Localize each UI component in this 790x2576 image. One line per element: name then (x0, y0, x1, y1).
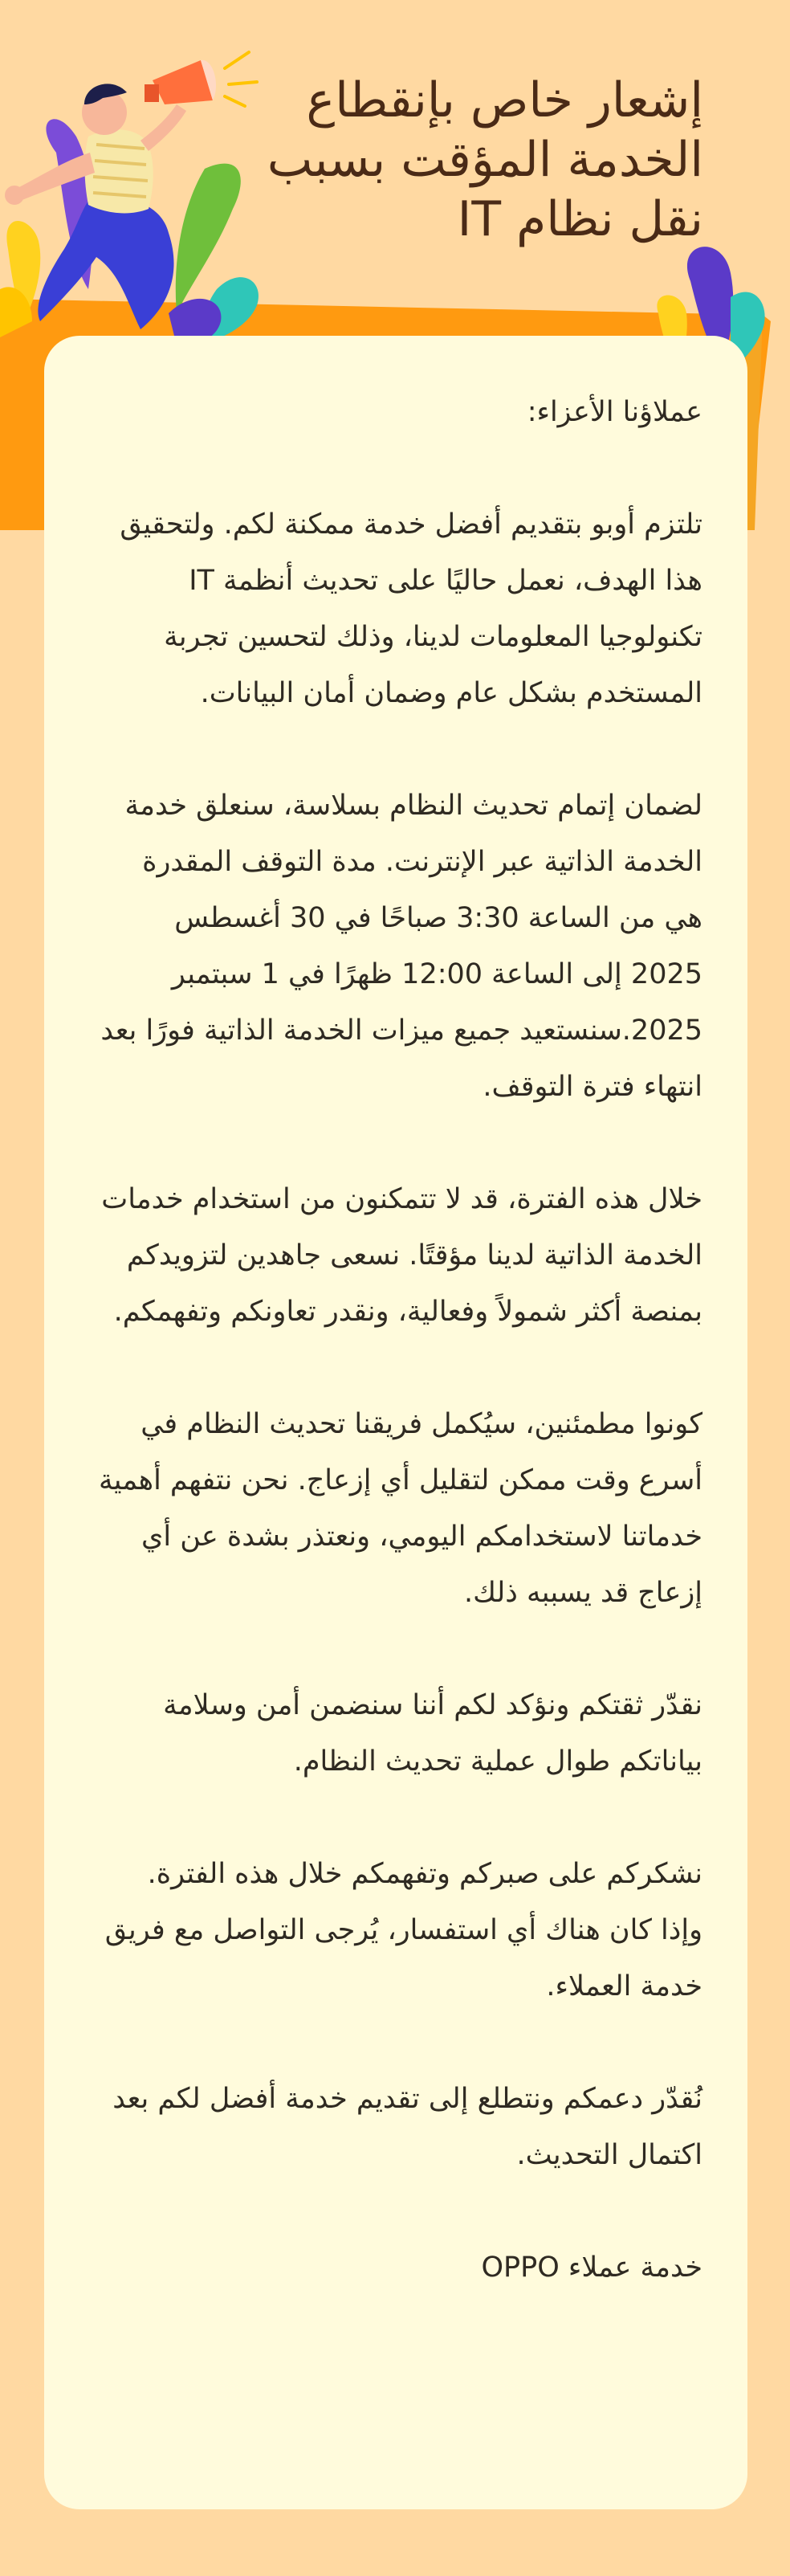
signature-text: خدمة عملاء OPPO (481, 2251, 702, 2284)
paragraph-impact: خلال هذه الفترة، قد لا تتمكنون من استخدام خدمات الخدمة الذاتية لدينا مؤقتًا. نسعى جاهدين لتزويدكم بمنصة أكثر شمولاً وفعالية، ونقدر تعاونكم وتفهمكم. (101, 1183, 702, 1328)
header-banner (0, 0, 790, 353)
paragraph-downtime: لضمان إتمام تحديث النظام بسلاسة، سنعلق خدمة الخدمة الذاتية عبر الإنترنت. مدة التوقف المقدرة هي من الساعة 3:30 صباحًا في 30 أغسطس 2025 إلى الساعة 12:00 ظهرًا في 1 سبتمبر 2025.سنستعيد جميع ميزات الخدمة الذاتية فورًا بعد انتهاء فترة التوقف. (100, 790, 702, 1103)
notice-card (44, 336, 747, 2509)
paragraph-data-security: نقدّر ثقتكم ونؤكد لكم أننا سنضمن أمن وسلامة بياناتكم طوال عملية تحديث النظام. (163, 1689, 702, 1778)
paragraph-closing: نُقدّر دعمكم ونتطلع إلى تقديم خدمة أفضل لكم بعد اكتمال التحديث. (112, 2083, 702, 2171)
page-title: إشعار خاص بإنقطاع الخدمة المؤقت بسبب نقل نظام IT (267, 72, 703, 247)
paragraph-reassurance: كونوا مطمئنين، سيُكمل فريقنا تحديث النظام في أسرع وقت ممكن لتقليل أي إزعاج. نحن نتفهم أهمية خدماتنا لاستخدامكم اليومي، ونعتذر بشدة عن أي إزعاج قد يسببه ذلك. (99, 1408, 702, 1609)
paragraph-contact: نشكركم على صبركم وتفهمكم خلال هذه الفترة. وإذا كان هناك أي استفسار، يُرجى التواصل مع فريق خدمة العملاء. (104, 1858, 702, 2002)
megaphone-person-illustration (0, 48, 273, 345)
paragraph-commitment: تلتزم أوبو بتقديم أفضل خدمة ممكنة لكم. ولتحقيق هذا الهدف، نعمل حاليًا على تحديث أنظمة IT تكنولوجيا المعلومات لدينا، وذلك لتحسين تجربة المستخدم بشكل عام وضمان أمان البيانات. (120, 508, 702, 709)
greeting-text: عملاؤنا الأعزاء: (527, 396, 702, 428)
notice-body (99, 384, 702, 2296)
